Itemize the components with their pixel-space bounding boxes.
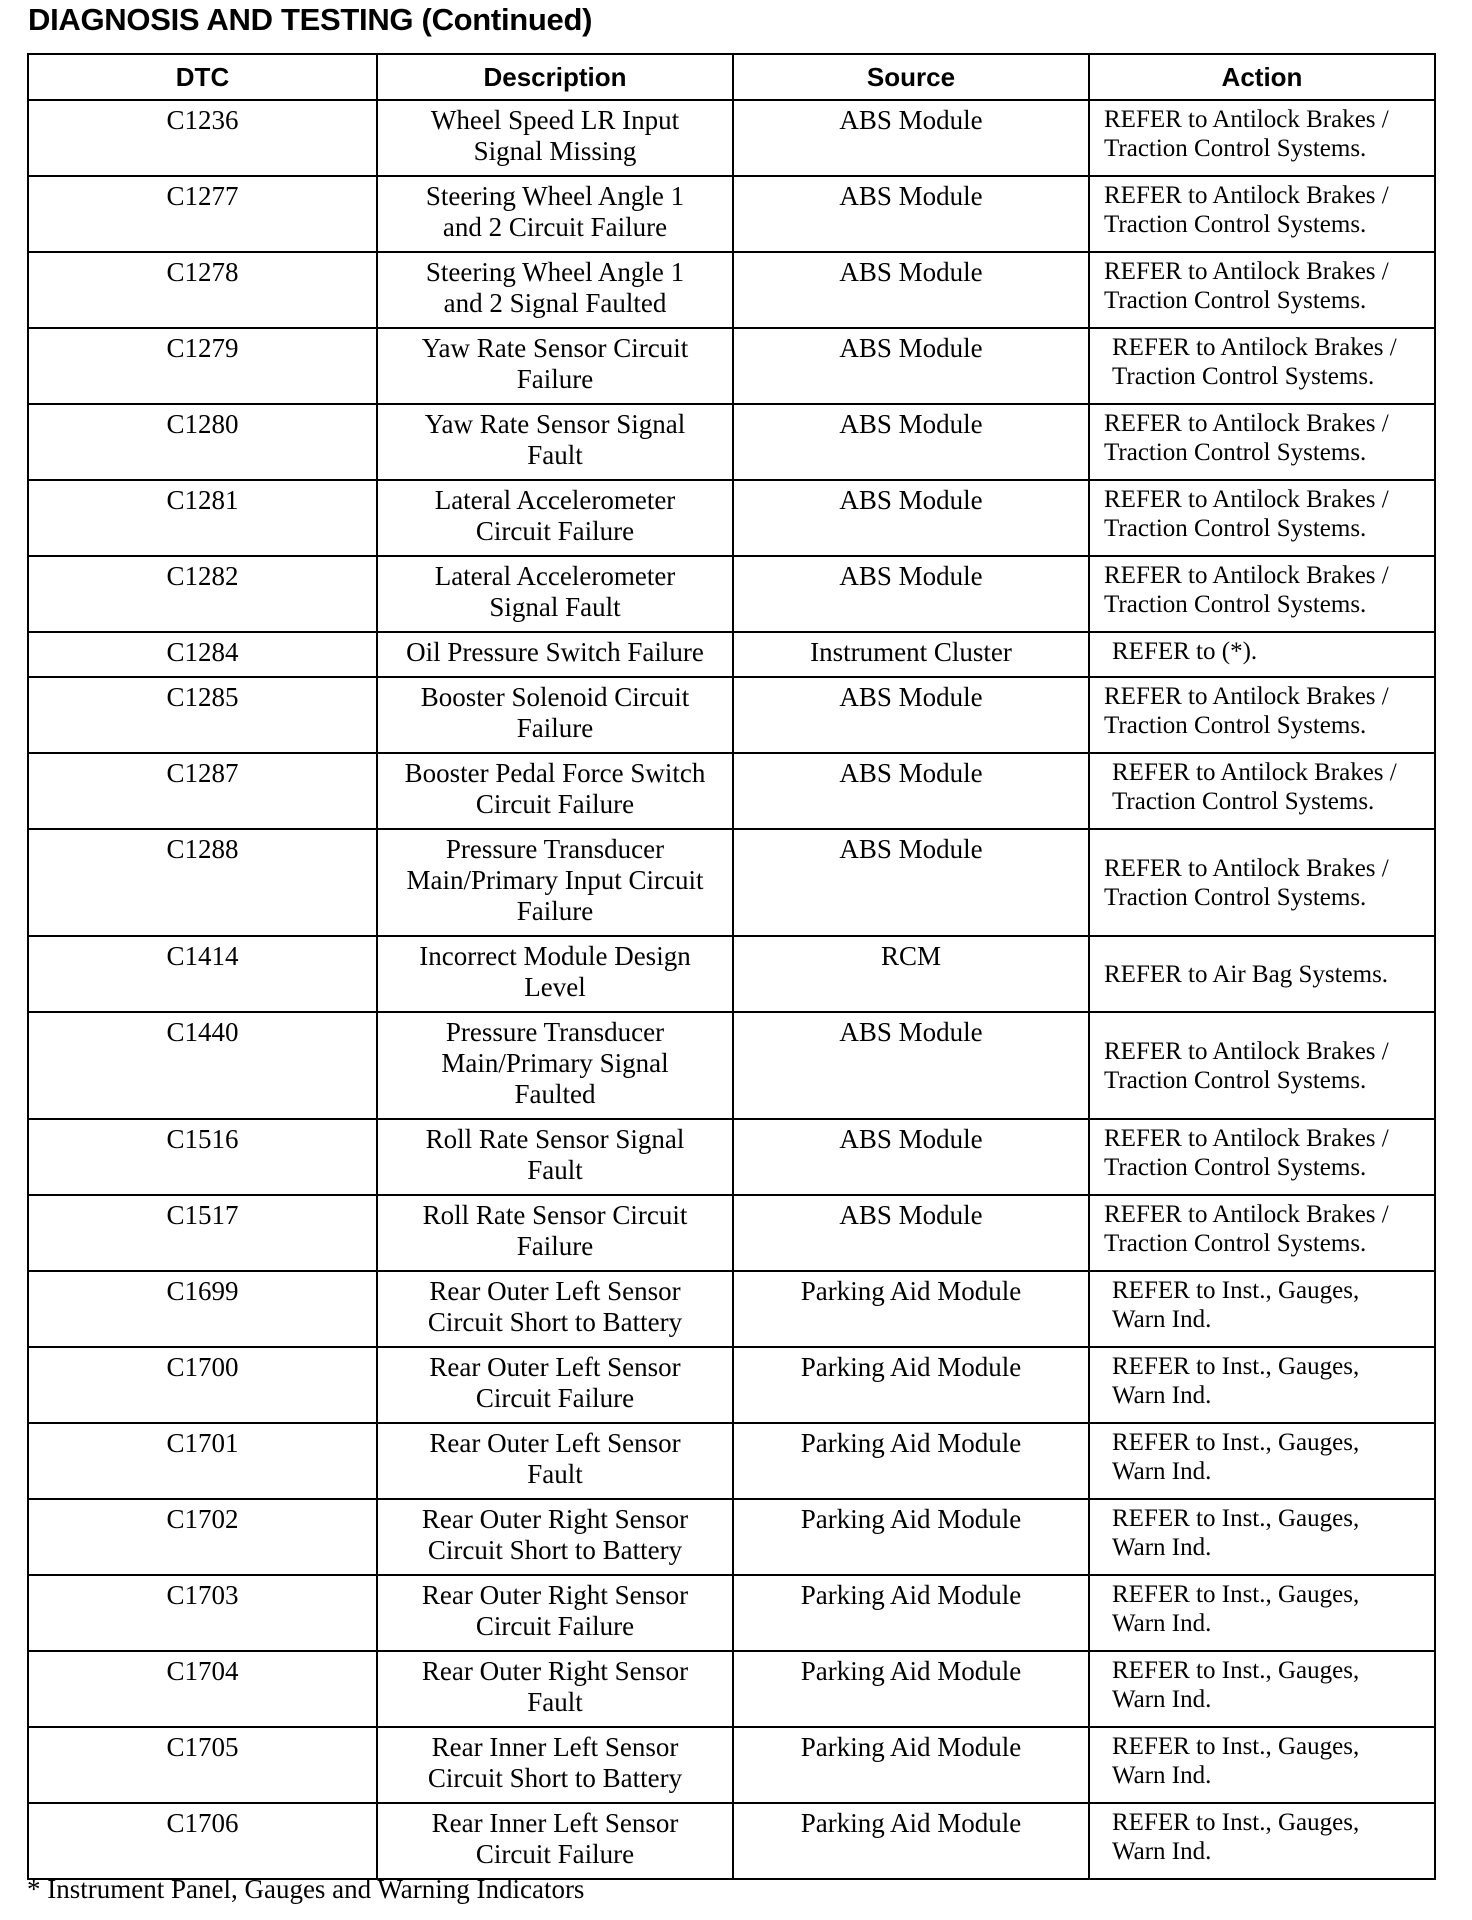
description-cell (377, 1499, 733, 1575)
description-cell (377, 1012, 733, 1119)
action-line: REFER to Antilock Brakes / (1104, 854, 1389, 882)
action-line: REFER to Air Bag Systems. (1104, 960, 1389, 988)
description-line: Failure (516, 713, 594, 743)
description-line: Main/Primary Signal (441, 1048, 669, 1078)
table-row (28, 1271, 1435, 1347)
table-row (28, 1499, 1435, 1575)
header-source: Source (733, 54, 1089, 100)
description-line: Rear Outer Left Sensor (429, 1276, 681, 1306)
dtc-code: C1288 (28, 829, 377, 936)
description-line: Signal Fault (489, 592, 621, 622)
action-cell (1089, 1575, 1435, 1651)
dtc-code: C1287 (28, 753, 377, 829)
action-line: REFER to Antilock Brakes / (1112, 759, 1397, 786)
description-line: Circuit Short to Battery (427, 1535, 683, 1565)
source-cell: ABS Module (733, 252, 1089, 328)
action-cell (1089, 829, 1435, 936)
table-row (28, 1347, 1435, 1423)
dtc-code: C1705 (28, 1727, 377, 1803)
dtc-code: C1282 (28, 556, 377, 632)
description-cell (377, 1803, 733, 1879)
source-cell: ABS Module (733, 1195, 1089, 1271)
description-cell (377, 1271, 733, 1347)
description-line: Rear Outer Right Sensor (421, 1580, 689, 1610)
table-row (28, 176, 1435, 252)
action-cell (1089, 100, 1435, 176)
action-line: Traction Control Systems. (1104, 135, 1367, 162)
source-cell: Parking Aid Module (733, 1499, 1089, 1575)
table-row (28, 480, 1435, 556)
description-cell (377, 1575, 733, 1651)
description-cell (377, 677, 733, 753)
action-cell (1089, 1347, 1435, 1423)
source-cell: Parking Aid Module (733, 1727, 1089, 1803)
action-line: REFER to Antilock Brakes / (1104, 258, 1389, 285)
page-title: DIAGNOSIS AND TESTING (Continued) (28, 2, 593, 37)
description-line: Circuit Failure (475, 1839, 635, 1869)
action-cell (1089, 1271, 1435, 1347)
description-line: Yaw Rate Sensor Circuit (421, 333, 689, 363)
description-cell (377, 632, 733, 677)
action-cell (1089, 936, 1435, 1012)
table-row (28, 753, 1435, 829)
action-line: Warn Ind. (1112, 1838, 1212, 1865)
description-cell (377, 1727, 733, 1803)
description-line: Level (524, 972, 586, 1002)
description-cell (377, 328, 733, 404)
action-line: REFER to Antilock Brakes / (1104, 106, 1389, 133)
dtc-code: C1701 (28, 1423, 377, 1499)
description-cell (377, 176, 733, 252)
dtc-code: C1516 (28, 1119, 377, 1195)
action-line: REFER to Inst., Gauges, (1112, 1809, 1360, 1836)
description-line: Rear Outer Left Sensor (429, 1428, 681, 1458)
source-cell: ABS Module (733, 1012, 1089, 1119)
action-line: Warn Ind. (1112, 1458, 1212, 1485)
description-line: Main/Primary Input Circuit (406, 865, 704, 895)
action-line: REFER to Inst., Gauges, (1112, 1505, 1360, 1532)
header-description: Description (377, 54, 733, 100)
dtc-code: C1440 (28, 1012, 377, 1119)
action-line: REFER to Antilock Brakes / (1104, 1125, 1389, 1152)
action-cell (1089, 1499, 1435, 1575)
action-cell (1089, 556, 1435, 632)
table-row (28, 1423, 1435, 1499)
dtc-code: C1414 (28, 936, 377, 1012)
description-line: Yaw Rate Sensor Signal (424, 409, 686, 439)
dtc-code: C1706 (28, 1803, 377, 1879)
description-cell (377, 753, 733, 829)
table-row (28, 1195, 1435, 1271)
description-line: and 2 Circuit Failure (442, 212, 668, 242)
action-line: Traction Control Systems. (1104, 287, 1367, 314)
action-line: REFER to Inst., Gauges, (1112, 1277, 1360, 1304)
dtc-code: C1280 (28, 404, 377, 480)
footnote: * Instrument Panel, Gauges and Warning Indicators (27, 1874, 585, 1904)
table-row (28, 632, 1435, 677)
source-cell: Parking Aid Module (733, 1271, 1089, 1347)
description-line: Oil Pressure Switch Failure (406, 637, 704, 667)
description-line: Lateral Accelerometer (434, 485, 676, 515)
table-row (28, 1803, 1435, 1879)
description-line: Pressure Transducer (445, 1017, 665, 1047)
description-line: and 2 Signal Faulted (443, 288, 667, 318)
description-cell (377, 556, 733, 632)
action-line: Warn Ind. (1112, 1306, 1212, 1333)
description-line: Circuit Failure (475, 789, 635, 819)
action-line: Warn Ind. (1112, 1686, 1212, 1713)
action-line: Traction Control Systems. (1104, 1066, 1367, 1094)
source-cell: ABS Module (733, 556, 1089, 632)
action-cell (1089, 1727, 1435, 1803)
action-line: REFER to Inst., Gauges, (1112, 1353, 1360, 1380)
action-cell (1089, 632, 1435, 677)
dtc-code: C1284 (28, 632, 377, 677)
source-cell: ABS Module (733, 404, 1089, 480)
description-cell (377, 252, 733, 328)
description-cell (377, 829, 733, 936)
action-line: Traction Control Systems. (1104, 712, 1367, 739)
description-line: Circuit Failure (475, 1611, 635, 1641)
description-line: Steering Wheel Angle 1 (425, 181, 685, 211)
description-line: Booster Pedal Force Switch (404, 758, 706, 788)
action-cell (1089, 176, 1435, 252)
source-cell: ABS Module (733, 829, 1089, 936)
action-line: Traction Control Systems. (1104, 439, 1367, 466)
description-line: Rear Outer Right Sensor (421, 1656, 689, 1686)
header-dtc: DTC (28, 54, 377, 100)
description-cell (377, 100, 733, 176)
description-line: Circuit Short to Battery (427, 1307, 683, 1337)
table-row (28, 1012, 1435, 1119)
description-line: Wheel Speed LR Input (430, 105, 680, 135)
table-row (28, 1575, 1435, 1651)
action-line: REFER to Inst., Gauges, (1112, 1657, 1360, 1684)
description-line: Roll Rate Sensor Signal (425, 1124, 685, 1154)
dtc-code: C1702 (28, 1499, 377, 1575)
action-line: Traction Control Systems. (1104, 1154, 1367, 1181)
description-line: Signal Missing (473, 136, 637, 166)
description-cell (377, 404, 733, 480)
dtc-code: C1699 (28, 1271, 377, 1347)
source-cell: ABS Module (733, 753, 1089, 829)
action-line: REFER to Antilock Brakes / (1112, 334, 1397, 361)
action-cell (1089, 1651, 1435, 1727)
dtc-code: C1285 (28, 677, 377, 753)
description-line: Lateral Accelerometer (434, 561, 676, 591)
table-row (28, 404, 1435, 480)
action-cell (1089, 1803, 1435, 1879)
description-line: Booster Solenoid Circuit (420, 682, 690, 712)
source-cell: Parking Aid Module (733, 1575, 1089, 1651)
header-action: Action (1089, 54, 1435, 100)
description-line: Rear Outer Right Sensor (421, 1504, 689, 1534)
description-cell (377, 1347, 733, 1423)
source-cell: ABS Module (733, 100, 1089, 176)
dtc-code: C1277 (28, 176, 377, 252)
source-cell: ABS Module (733, 677, 1089, 753)
dtc-code: C1236 (28, 100, 377, 176)
description-line: Rear Outer Left Sensor (429, 1352, 681, 1382)
action-cell (1089, 677, 1435, 753)
description-line: Pressure Transducer (445, 834, 665, 864)
table-row (28, 252, 1435, 328)
table-row (28, 100, 1435, 176)
action-line: REFER to Antilock Brakes / (1104, 182, 1389, 209)
description-cell (377, 1119, 733, 1195)
action-line: REFER to Antilock Brakes / (1104, 486, 1389, 513)
action-cell (1089, 1423, 1435, 1499)
action-line: Traction Control Systems. (1104, 591, 1367, 618)
table-row (28, 677, 1435, 753)
action-line: Traction Control Systems. (1104, 211, 1367, 238)
source-cell: Parking Aid Module (733, 1651, 1089, 1727)
action-line: REFER to Inst., Gauges, (1112, 1581, 1360, 1608)
description-line: Faulted (514, 1079, 596, 1109)
dtc-code: C1700 (28, 1347, 377, 1423)
source-cell: ABS Module (733, 480, 1089, 556)
table-row (28, 829, 1435, 936)
description-cell (377, 1423, 733, 1499)
action-line: Traction Control Systems. (1104, 883, 1367, 911)
action-line: Traction Control Systems. (1112, 788, 1375, 815)
description-cell (377, 1195, 733, 1271)
source-cell: Instrument Cluster (733, 632, 1089, 677)
description-cell (377, 1651, 733, 1727)
table-row (28, 556, 1435, 632)
table-row (28, 1651, 1435, 1727)
action-cell (1089, 480, 1435, 556)
source-cell: ABS Module (733, 176, 1089, 252)
dtc-code: C1281 (28, 480, 377, 556)
source-cell: Parking Aid Module (733, 1803, 1089, 1879)
action-line: REFER to Antilock Brakes / (1104, 683, 1389, 710)
action-cell (1089, 753, 1435, 829)
action-cell (1089, 328, 1435, 404)
table-row (28, 328, 1435, 404)
action-line: REFER to Antilock Brakes / (1104, 562, 1389, 589)
dtc-code: C1279 (28, 328, 377, 404)
table-header-row (28, 54, 1435, 100)
description-line: Failure (516, 896, 594, 926)
description-line: Fault (527, 1687, 583, 1717)
action-line: REFER to Antilock Brakes / (1104, 1201, 1389, 1228)
action-cell (1089, 404, 1435, 480)
description-line: Circuit Failure (475, 1383, 635, 1413)
table-row (28, 1119, 1435, 1195)
action-line: REFER to Antilock Brakes / (1104, 1037, 1389, 1065)
description-line: Steering Wheel Angle 1 (425, 257, 685, 287)
dtc-code: C1704 (28, 1651, 377, 1727)
action-line: Traction Control Systems. (1104, 1230, 1367, 1257)
description-line: Incorrect Module Design (419, 941, 691, 971)
action-line: Traction Control Systems. (1112, 363, 1375, 390)
description-line: Fault (527, 440, 583, 470)
dtc-table (27, 53, 1436, 1880)
description-line: Fault (527, 1459, 583, 1489)
description-cell (377, 936, 733, 1012)
source-cell: ABS Module (733, 1119, 1089, 1195)
action-cell (1089, 1012, 1435, 1119)
description-line: Fault (527, 1155, 583, 1185)
source-cell: RCM (733, 936, 1089, 1012)
action-line: Traction Control Systems. (1104, 515, 1367, 542)
dtc-code: C1703 (28, 1575, 377, 1651)
description-line: Rear Inner Left Sensor (431, 1808, 679, 1838)
table-row (28, 936, 1435, 1012)
action-line: REFER to Inst., Gauges, (1112, 1429, 1360, 1456)
action-line: REFER to (*). (1112, 638, 1258, 665)
action-line: Warn Ind. (1112, 1534, 1212, 1561)
action-cell (1089, 1119, 1435, 1195)
action-cell (1089, 252, 1435, 328)
description-cell (377, 480, 733, 556)
description-line: Circuit Short to Battery (427, 1763, 683, 1793)
source-cell: ABS Module (733, 328, 1089, 404)
description-line: Roll Rate Sensor Circuit (422, 1200, 688, 1230)
table-row (28, 1727, 1435, 1803)
action-line: Warn Ind. (1112, 1762, 1212, 1789)
action-line: REFER to Inst., Gauges, (1112, 1733, 1360, 1760)
action-cell (1089, 1195, 1435, 1271)
action-line: Warn Ind. (1112, 1610, 1212, 1637)
description-line: Failure (516, 364, 594, 394)
description-line: Circuit Failure (475, 516, 635, 546)
description-line: Failure (516, 1231, 594, 1261)
action-line: Warn Ind. (1112, 1382, 1212, 1409)
source-cell: Parking Aid Module (733, 1347, 1089, 1423)
action-line: REFER to Antilock Brakes / (1104, 410, 1389, 437)
source-cell: Parking Aid Module (733, 1423, 1089, 1499)
description-line: Rear Inner Left Sensor (431, 1732, 679, 1762)
dtc-code: C1278 (28, 252, 377, 328)
dtc-code: C1517 (28, 1195, 377, 1271)
